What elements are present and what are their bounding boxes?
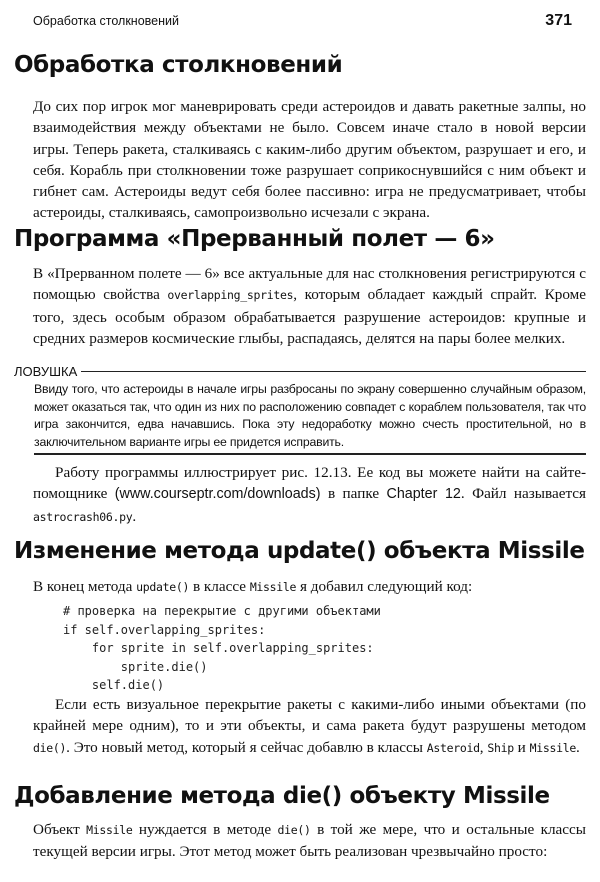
divider [34, 453, 586, 455]
download-link[interactable]: (www.courseptr.com/downloads) [114, 486, 321, 503]
section-heading-collisions: Обработка столкновений [14, 52, 343, 78]
inline-code: astrocrash06.py [33, 509, 133, 524]
paragraph-program: В «Прерванном полете — 6» все актуальные для нас столкновения регистрируются с помощью свойства overlapping_sprites, которым обладает каждый спрайт. Кроме того, здесь особым образом обрабатывается разрушение астероидов: крупные и средних размеров космические глыбы, распадаясь, делятся на пары более мелких. [33, 265, 586, 347]
section-heading-update: Изменение метода update() объекта Missile [14, 538, 585, 564]
paragraph-update-intro: В конец метода update() в классе Missile я добавил следующий код: [33, 578, 473, 595]
running-head [33, 12, 572, 30]
section-heading-die: Добавление метода die() объекту Missile [14, 783, 550, 809]
paragraph-die: Объект Missile нуждается в методе die() в той же мере, что и остальные классы текущей версии игры. Этот метод может быть реализован чрезвычайно просто: [33, 821, 586, 861]
paragraph-figure-ref: Работу программы иллюстрирует рис. 12.13. Ее код вы можете найти на сайте-помощнике (www.courseptr.com/downloads) в папке Chapter 12. Файл называется astrocrash06.py. [33, 464, 586, 525]
divider [81, 371, 586, 372]
trap-text: Ввиду того, что астероиды в начале игры разбросаны по экрану совершенно случайным образом, может оказаться так, что один из них по расположению совпадет с кораблем пользователя, так что игра закончится, едва начавшись. Пока эту недоработку можно счесть простительной, но в заключительном варианте игры ее придется исправить. [34, 382, 586, 449]
paragraph-overlap: Если есть визуальное перекрытие ракеты с какими-либо иными объектами (по крайней мере одним), то и эти объекты, и сама ракета будут разрушены методом die(). Это новый метод, который я сейчас добавлю в классы Asteroid, Ship и Missile. [33, 696, 586, 756]
code-block: # проверка на перекрытие с другими объектами if self.overlapping_sprites: for sprite in self.overlapping_sprites: sprite.die() self.die() [63, 604, 381, 692]
trap-label: ЛОВУШКА [14, 364, 78, 379]
inline-code: overlapping_sprites [167, 288, 294, 303]
trap-callout [14, 364, 586, 455]
paragraph-intro: До сих пор игрок мог маневрировать среди астероидов и давать ракетные залпы, но взаимодействия между объектами не было. Совсем иначе стало в новой версии игры. Теперь ракета, сталкиваясь с каким-либо другим объектом, разрушает и его, и себя. Корабль при столкновении тоже разрушает соприкоснувшийся с ним объект и гибнет сам. Астероиды ведут себя более пассивно: игра не предусматривает, чтобы астероиды, сталкиваясь, самопроизвольно исчезали с экрана. [33, 98, 586, 222]
running-head-title: Обработка столкновений [33, 14, 179, 28]
page-number: 371 [545, 12, 572, 29]
section-heading-program: Программа «Прерванный полет — 6» [14, 226, 495, 252]
